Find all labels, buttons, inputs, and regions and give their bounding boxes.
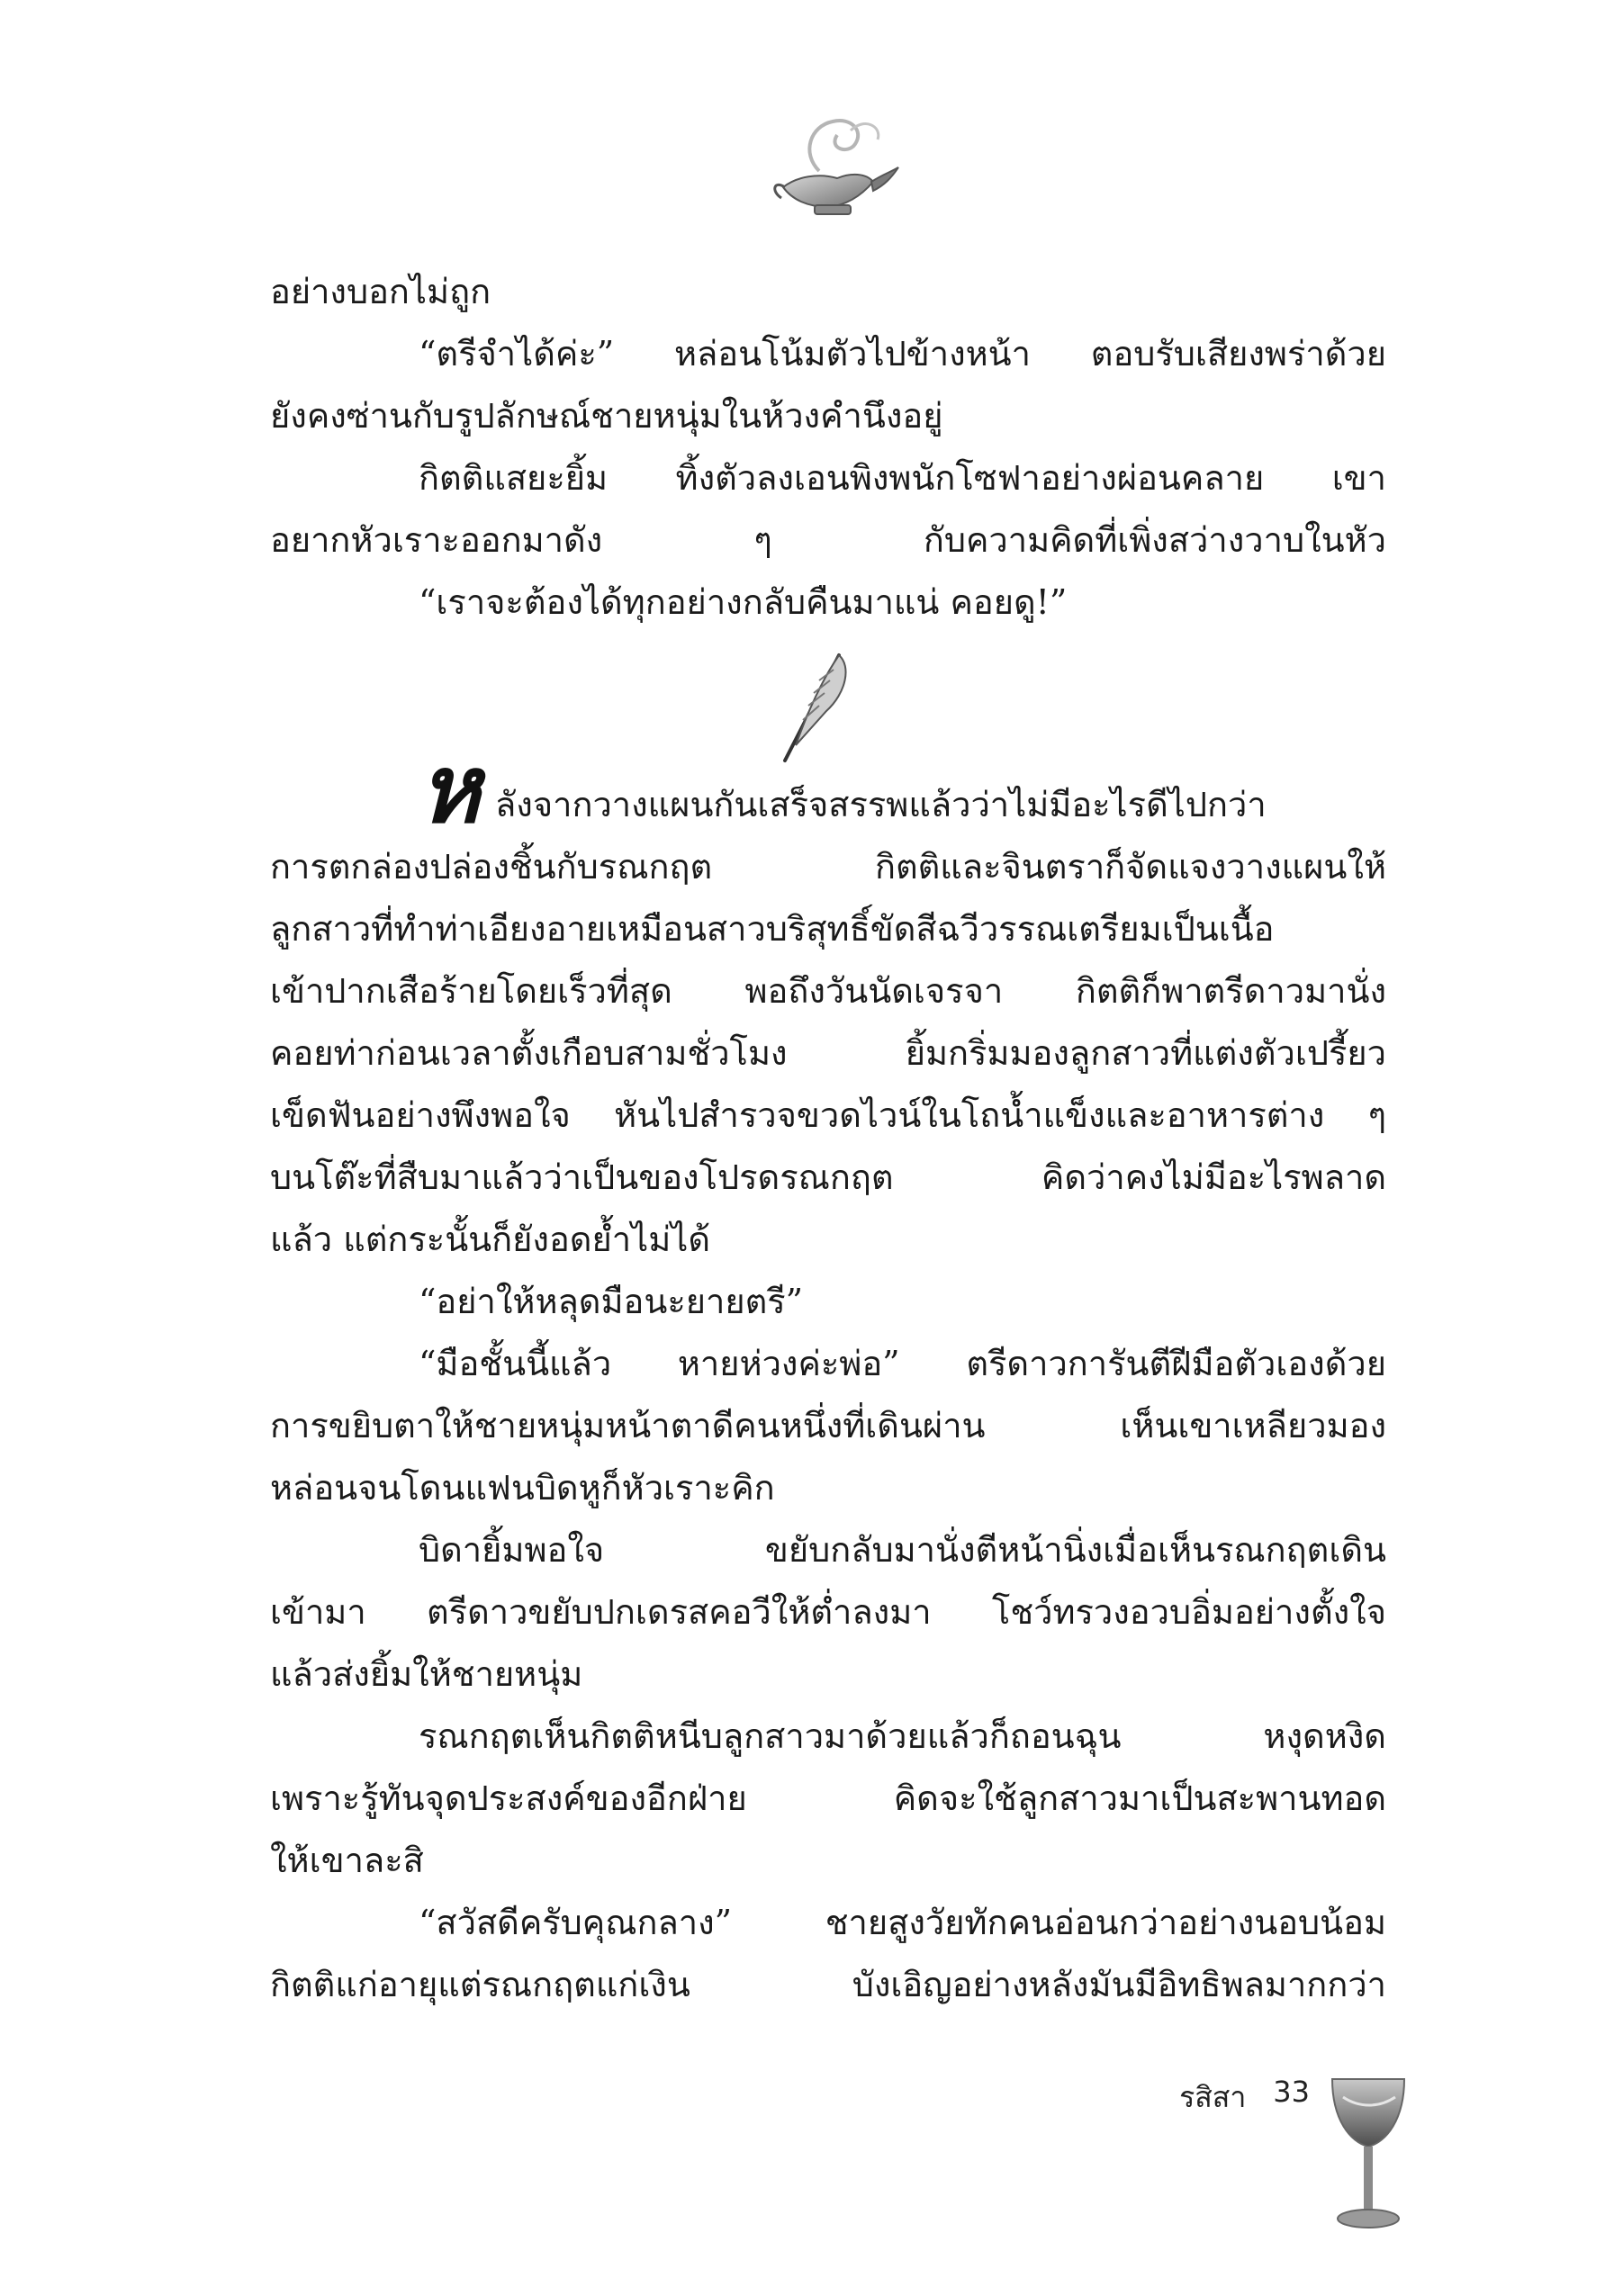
text-line: ยังคงซ่านกับรูปลักษณ์ชายหนุ่มในห้วงคำนึงอยู่ — [270, 396, 943, 436]
text-line: “เราจะต้องได้ทุกอย่างกลับคืนมาแน่ คอยดู!” — [419, 582, 1068, 622]
page-footer — [1094, 2075, 1310, 2120]
text-line: เข้าปากเสือร้ายโดยเร็วที่สุด พอถึงวันนัดเจรจา กิตติก็พาตรีดาวมานั่ง — [270, 971, 1386, 1011]
text-line: อยากหัวเราะออกมาดัง ๆ กับความคิดที่เพิ่งสว่างวาบในหัว — [270, 520, 1386, 560]
text-line: “สวัสดีครับคุณกลาง” ชายสูงวัยทักคนอ่อนกว่าอย่างนอบน้อม — [419, 1903, 1386, 1942]
text-line: แล้ว แต่กระนั้นก็ยังอดย้ำไม่ได้ — [270, 1220, 711, 1259]
magic-lamp-icon — [765, 108, 900, 225]
text-line: กิตติแสยะยิ้ม ทิ้งตัวลงเอนพิงพนักโซฟาอย่างผ่อนคลาย เขา — [419, 458, 1386, 498]
book-title: รสิสา — [1179, 2080, 1247, 2114]
text-line: “อย่าให้หลุดมือนะยายตรี” — [419, 1282, 804, 1321]
text-line: ลังจากวางแผนกันเสร็จสรรพแล้วว่าไม่มีอะไรดีไปกว่า — [495, 785, 1267, 824]
text-line: “ตรีจำได้ค่ะ” หล่อนโน้มตัวไปข้างหน้า ตอบรับเสียงพร่าด้วย — [419, 334, 1386, 374]
paragraph-block-top — [270, 261, 1386, 634]
text-line: รณกฤตเห็นกิตติหนีบลูกสาวมาด้วยแล้วก็ถอนฉุน หงุดหงิด — [419, 1716, 1386, 1756]
goblet-icon — [1323, 2070, 1413, 2241]
text-line: “มือชั้นนี้แล้ว หายห่วงค่ะพ่อ” ตรีดาวการันตีฝีมือตัวเองด้วย — [419, 1344, 1386, 1383]
text-line: เพราะรู้ทันจุดประสงค์ของอีกฝ่าย คิดจะใช้ลูกสาวมาเป็นสะพานทอด — [270, 1778, 1386, 1818]
text-line: หล่อนจนโดนแฟนบิดหูก็หัวเราะคิก — [270, 1468, 775, 1508]
quill-divider-icon — [774, 648, 855, 765]
text-line: บิดายิ้มพอใจ ขยับกลับมานั่งตีหน้านิ่งเมื่อเห็นรณกฤตเดิน — [419, 1530, 1386, 1570]
text-line: เข็ดฟันอย่างพึงพอใจ หันไปสำรวจขวดไวน์ในโถน้ำแข็งและอาหารต่าง ๆ — [270, 1095, 1386, 1135]
page-number: 33 — [1273, 2075, 1310, 2109]
text-line: อย่างบอกไม่ถูก — [270, 272, 491, 311]
paragraph-block-main — [270, 734, 1386, 2016]
text-line: แล้วส่งยิ้มให้ชายหนุ่ม — [270, 1654, 583, 1694]
text-line: การตกล่องปล่องชิ้นกับรณกฤต กิตติและจินตราก็จัดแจงวางแผนให้ — [270, 847, 1386, 887]
text-line: เข้ามา ตรีดาวขยับปกเดรสคอวีให้ต่ำลงมา โชว์ทรวงอวบอิ่มอย่างตั้งใจ — [270, 1592, 1386, 1632]
text-line: ให้เขาละสิ — [270, 1841, 424, 1880]
text-line: การขยิบตาให้ชายหนุ่มหน้าตาดีคนหนึ่งที่เดินผ่าน เห็นเขาเหลียวมอง — [270, 1406, 1386, 1445]
text-line: กิตติแก่อายุแต่รณกฤตแก่เงิน บังเอิญอย่างหลังมันมีอิทธิพลมากกว่า — [270, 1965, 1386, 2004]
text-line: คอยท่าก่อนเวลาตั้งเกือบสามชั่วโมง ยิ้มกริ่มมองลูกสาวที่แต่งตัวเปรี้ยว — [270, 1033, 1386, 1073]
drop-cap: ห — [419, 734, 481, 844]
text-line: บนโต๊ะที่สืบมาแล้วว่าเป็นของโปรดรณกฤต คิดว่าคงไม่มีอะไรพลาด — [270, 1157, 1386, 1197]
dropcap-line — [270, 734, 1386, 844]
text-line: ลูกสาวที่ทำท่าเอียงอายเหมือนสาวบริสุทธิ์ขัดสีฉวีวรรณเตรียมเป็นเนื้อ — [270, 909, 1275, 949]
